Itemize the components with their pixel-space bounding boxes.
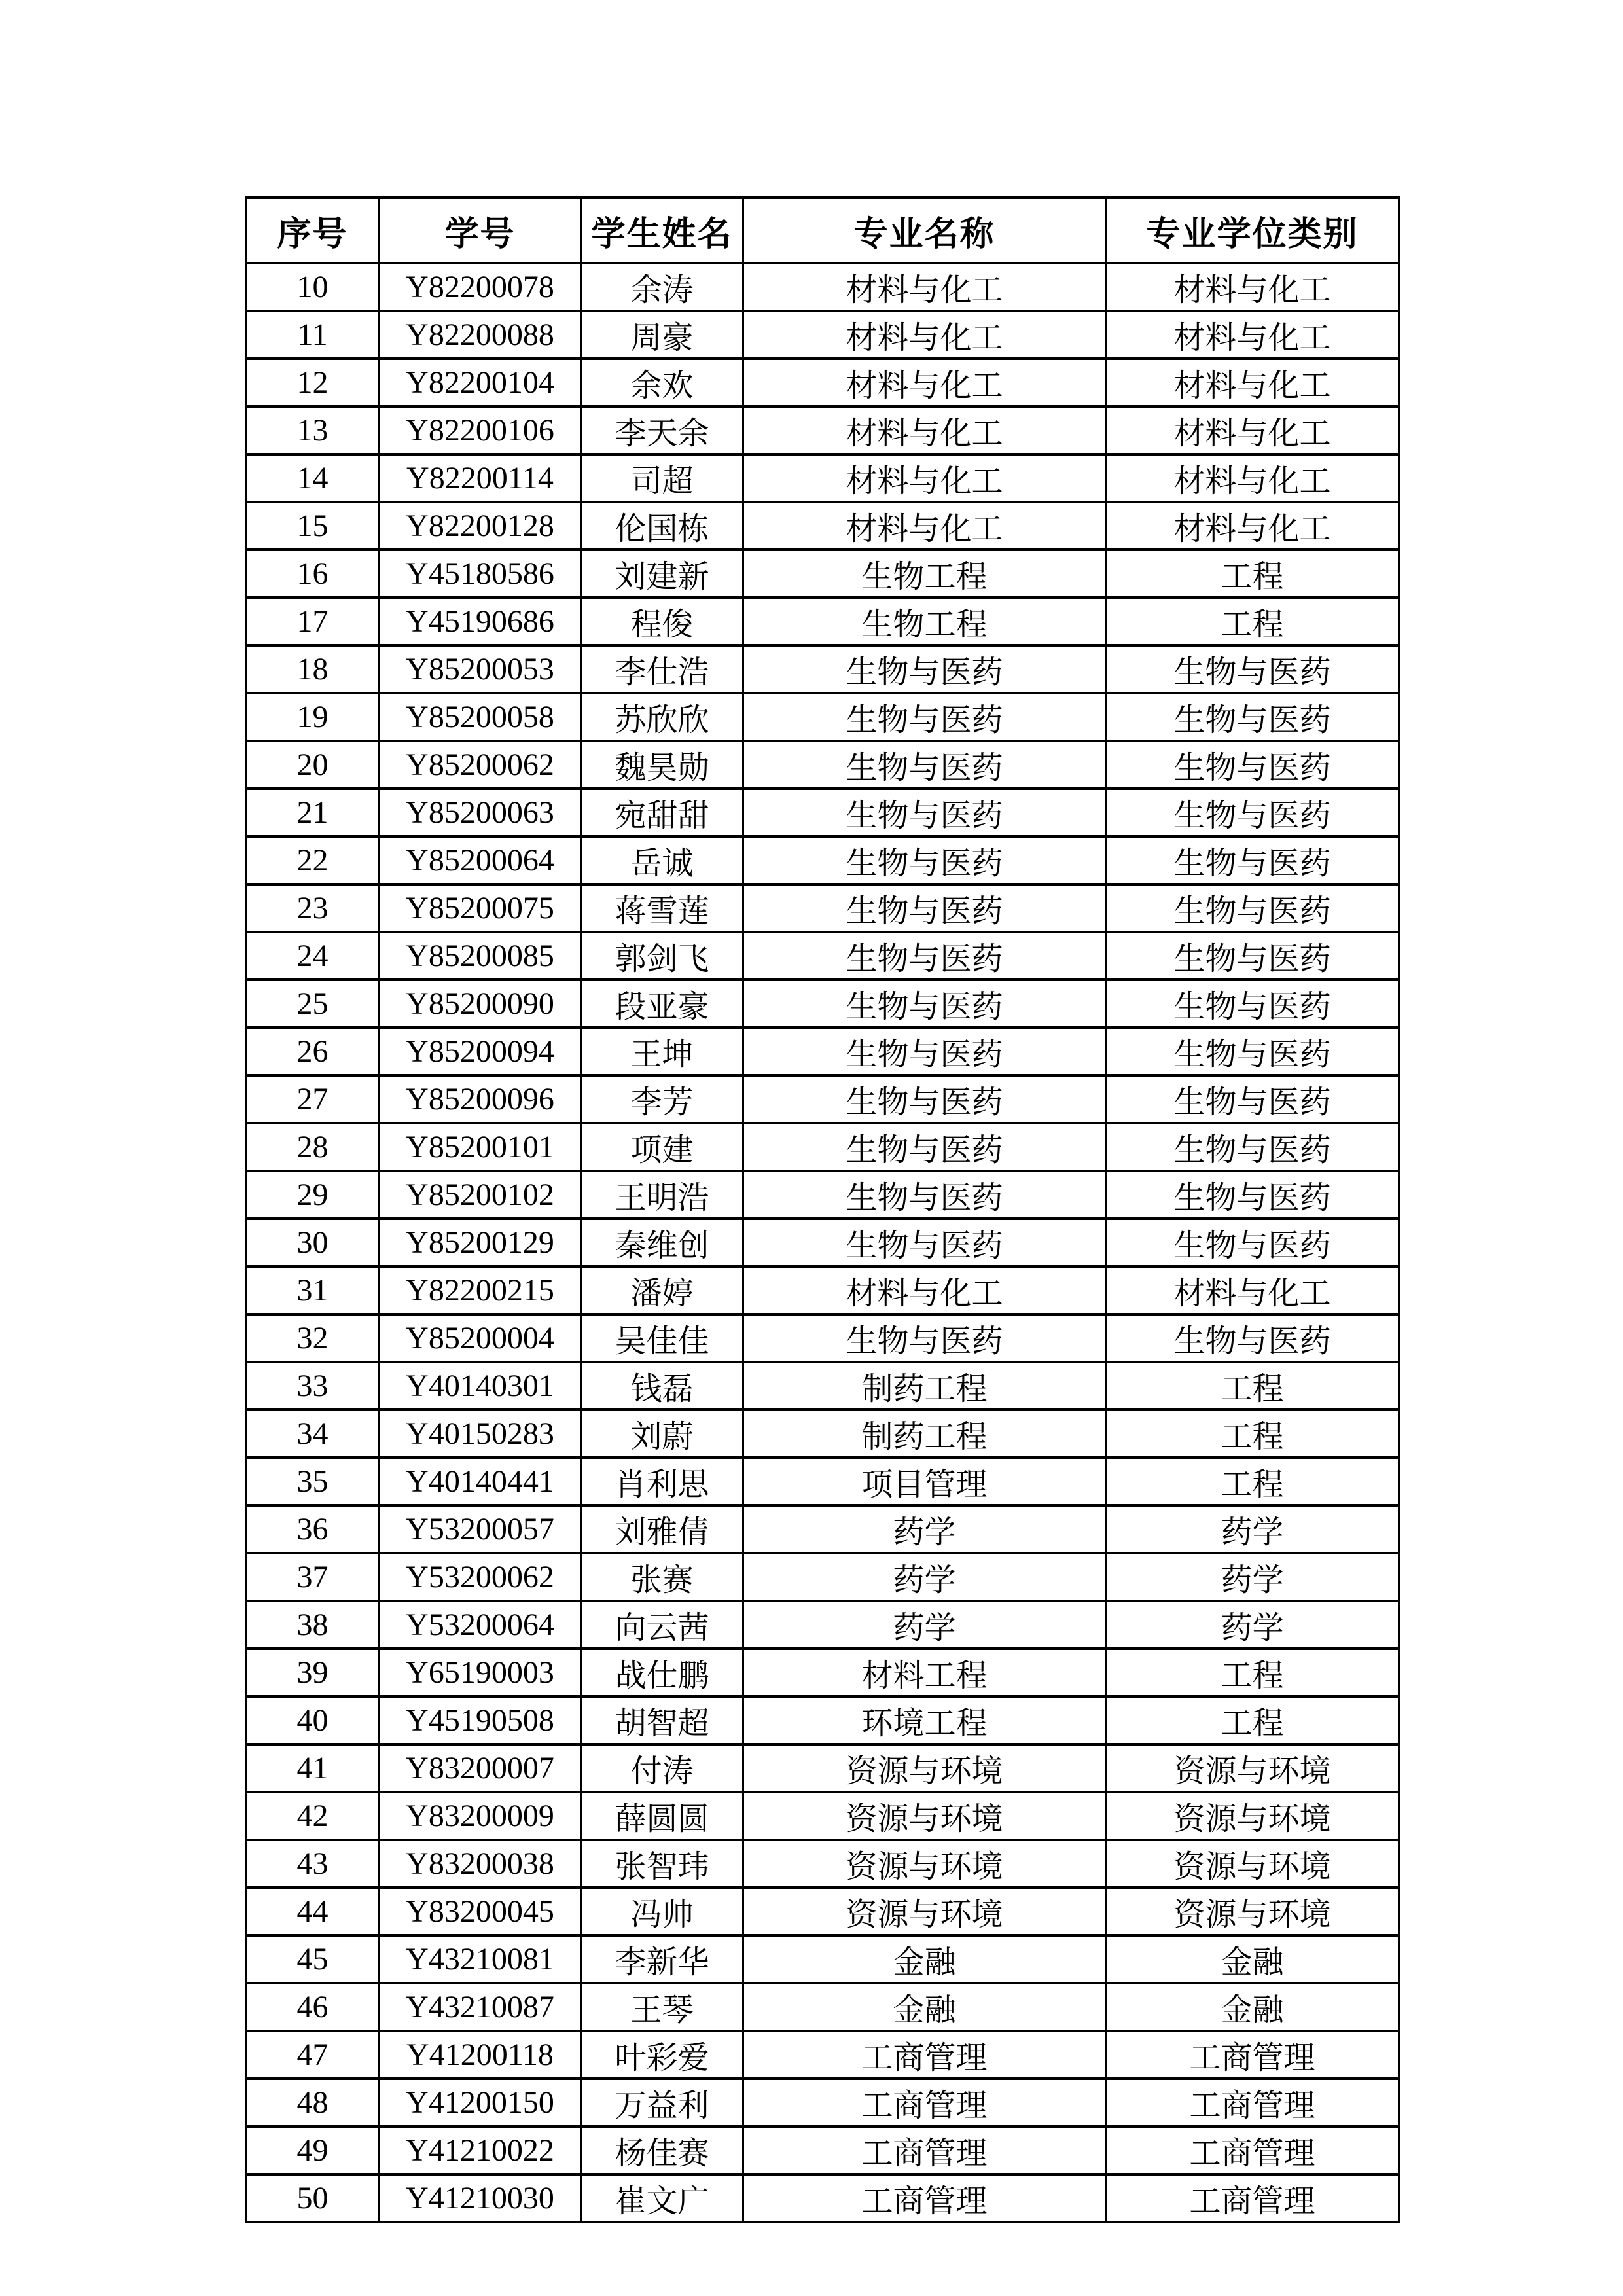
- cell-student-id: Y83200007: [380, 1744, 581, 1792]
- cell-degree-category: 工程: [1106, 1362, 1399, 1410]
- cell-index: 32: [246, 1314, 380, 1362]
- cell-major-name: 生物与医药: [743, 1219, 1106, 1266]
- cell-degree-category: 金融: [1106, 1935, 1399, 1983]
- cell-degree-category: 资源与环境: [1106, 1744, 1399, 1792]
- cell-index: 46: [246, 1983, 380, 2031]
- cell-student-id: Y82200215: [380, 1266, 581, 1314]
- cell-degree-category: 工商管理: [1106, 2031, 1399, 2079]
- cell-major-name: 制药工程: [743, 1410, 1106, 1458]
- cell-major-name: 生物工程: [743, 598, 1106, 645]
- table-row: [246, 1314, 1399, 1362]
- cell-student-id: Y41210022: [380, 2126, 581, 2174]
- cell-major-name: 材料与化工: [743, 502, 1106, 550]
- cell-index: 39: [246, 1649, 380, 1696]
- cell-student-id: Y53200064: [380, 1601, 581, 1649]
- cell-student-id: Y85200094: [380, 1028, 581, 1075]
- cell-student-id: Y53200062: [380, 1553, 581, 1601]
- cell-student-id: Y85200090: [380, 980, 581, 1028]
- cell-student-id: Y41200150: [380, 2079, 581, 2126]
- cell-index: 29: [246, 1171, 380, 1219]
- cell-index: 26: [246, 1028, 380, 1075]
- cell-degree-category: 工程: [1106, 598, 1399, 645]
- cell-major-name: 生物与医药: [743, 693, 1106, 741]
- cell-degree-category: 材料与化工: [1106, 263, 1399, 311]
- student-table-body: [246, 263, 1399, 2222]
- table-row: [246, 1601, 1399, 1649]
- table-row: [246, 693, 1399, 741]
- table-row: [246, 1744, 1399, 1792]
- cell-index: 49: [246, 2126, 380, 2174]
- cell-student-id: Y45190508: [380, 1696, 581, 1744]
- cell-index: 22: [246, 836, 380, 884]
- cell-degree-category: 工商管理: [1106, 2079, 1399, 2126]
- table-row: [246, 1553, 1399, 1601]
- cell-index: 34: [246, 1410, 380, 1458]
- cell-degree-category: 生物与医药: [1106, 693, 1399, 741]
- cell-major-name: 生物与医药: [743, 884, 1106, 932]
- cell-degree-category: 材料与化工: [1106, 406, 1399, 454]
- table-row: [246, 645, 1399, 693]
- column-header-student-id: 学号: [380, 198, 581, 263]
- cell-student-name: 蒋雪莲: [581, 884, 743, 932]
- cell-student-id: Y83200009: [380, 1792, 581, 1840]
- cell-index: 42: [246, 1792, 380, 1840]
- cell-degree-category: 生物与医药: [1106, 1123, 1399, 1171]
- cell-index: 18: [246, 645, 380, 693]
- cell-index: 33: [246, 1362, 380, 1410]
- table-row: [246, 2079, 1399, 2126]
- cell-student-name: 余涛: [581, 263, 743, 311]
- cell-major-name: 资源与环境: [743, 1792, 1106, 1840]
- cell-student-id: Y85200129: [380, 1219, 581, 1266]
- table-row: [246, 550, 1399, 598]
- cell-degree-category: 生物与医药: [1106, 1028, 1399, 1075]
- cell-major-name: 药学: [743, 1553, 1106, 1601]
- cell-major-name: 材料工程: [743, 1649, 1106, 1696]
- table-row: [246, 1840, 1399, 1888]
- cell-degree-category: 材料与化工: [1106, 311, 1399, 359]
- cell-student-id: Y85200064: [380, 836, 581, 884]
- cell-degree-category: 生物与医药: [1106, 741, 1399, 789]
- cell-index: 38: [246, 1601, 380, 1649]
- cell-student-id: Y82200104: [380, 359, 581, 406]
- table-row: [246, 1888, 1399, 1935]
- table-row: [246, 598, 1399, 645]
- table-row: [246, 1410, 1399, 1458]
- table-row: [246, 2031, 1399, 2079]
- cell-degree-category: 生物与医药: [1106, 1219, 1399, 1266]
- cell-major-name: 金融: [743, 1935, 1106, 1983]
- column-header-degree-category: 专业学位类别: [1106, 198, 1399, 263]
- cell-major-name: 制药工程: [743, 1362, 1106, 1410]
- cell-student-name: 程俊: [581, 598, 743, 645]
- cell-student-name: 李仕浩: [581, 645, 743, 693]
- cell-degree-category: 工商管理: [1106, 2174, 1399, 2222]
- cell-student-name: 冯帅: [581, 1888, 743, 1935]
- cell-index: 20: [246, 741, 380, 789]
- cell-degree-category: 药学: [1106, 1553, 1399, 1601]
- cell-student-id: Y85200096: [380, 1075, 581, 1123]
- cell-major-name: 生物工程: [743, 550, 1106, 598]
- table-row: [246, 406, 1399, 454]
- cell-major-name: 材料与化工: [743, 263, 1106, 311]
- cell-student-name: 潘婷: [581, 1266, 743, 1314]
- cell-degree-category: 药学: [1106, 1601, 1399, 1649]
- table-row: [246, 1935, 1399, 1983]
- cell-student-id: Y40150283: [380, 1410, 581, 1458]
- table-row: [246, 932, 1399, 980]
- cell-student-name: 肖利思: [581, 1458, 743, 1505]
- cell-index: 41: [246, 1744, 380, 1792]
- cell-index: 28: [246, 1123, 380, 1171]
- cell-student-name: 薛圆圆: [581, 1792, 743, 1840]
- table-row: [246, 741, 1399, 789]
- cell-student-name: 崔文广: [581, 2174, 743, 2222]
- cell-major-name: 生物与医药: [743, 1171, 1106, 1219]
- cell-degree-category: 生物与医药: [1106, 836, 1399, 884]
- cell-student-name: 胡智超: [581, 1696, 743, 1744]
- cell-index: 37: [246, 1553, 380, 1601]
- cell-student-name: 吴佳佳: [581, 1314, 743, 1362]
- cell-student-id: Y82200088: [380, 311, 581, 359]
- cell-student-name: 王明浩: [581, 1171, 743, 1219]
- cell-index: 47: [246, 2031, 380, 2079]
- cell-index: 12: [246, 359, 380, 406]
- cell-major-name: 生物与医药: [743, 1075, 1106, 1123]
- cell-student-name: 叶彩爱: [581, 2031, 743, 2079]
- cell-index: 43: [246, 1840, 380, 1888]
- cell-index: 50: [246, 2174, 380, 2222]
- table-row: [246, 454, 1399, 502]
- cell-degree-category: 生物与医药: [1106, 789, 1399, 836]
- cell-degree-category: 材料与化工: [1106, 1266, 1399, 1314]
- cell-degree-category: 材料与化工: [1106, 454, 1399, 502]
- cell-degree-category: 药学: [1106, 1505, 1399, 1553]
- table-row: [246, 1649, 1399, 1696]
- cell-student-name: 伦国栋: [581, 502, 743, 550]
- cell-student-name: 钱磊: [581, 1362, 743, 1410]
- header-row: [246, 198, 1399, 263]
- table-row: [246, 1362, 1399, 1410]
- cell-student-name: 向云茜: [581, 1601, 743, 1649]
- cell-major-name: 环境工程: [743, 1696, 1106, 1744]
- cell-student-id: Y85200053: [380, 645, 581, 693]
- cell-student-name: 万益利: [581, 2079, 743, 2126]
- cell-degree-category: 材料与化工: [1106, 359, 1399, 406]
- cell-major-name: 项目管理: [743, 1458, 1106, 1505]
- cell-major-name: 生物与医药: [743, 789, 1106, 836]
- cell-major-name: 材料与化工: [743, 406, 1106, 454]
- cell-student-name: 苏欣欣: [581, 693, 743, 741]
- cell-index: 44: [246, 1888, 380, 1935]
- table-row: [246, 1696, 1399, 1744]
- cell-major-name: 生物与医药: [743, 741, 1106, 789]
- table-row: [246, 311, 1399, 359]
- cell-major-name: 资源与环境: [743, 1744, 1106, 1792]
- cell-student-id: Y85200062: [380, 741, 581, 789]
- cell-student-id: Y85200063: [380, 789, 581, 836]
- cell-student-id: Y45180586: [380, 550, 581, 598]
- cell-student-name: 宛甜甜: [581, 789, 743, 836]
- cell-degree-category: 生物与医药: [1106, 1314, 1399, 1362]
- cell-student-id: Y83200045: [380, 1888, 581, 1935]
- cell-major-name: 生物与医药: [743, 932, 1106, 980]
- table-row: [246, 2126, 1399, 2174]
- cell-index: 16: [246, 550, 380, 598]
- cell-major-name: 工商管理: [743, 2079, 1106, 2126]
- cell-student-name: 张赛: [581, 1553, 743, 1601]
- cell-student-name: 杨佳赛: [581, 2126, 743, 2174]
- table-row: [246, 789, 1399, 836]
- cell-degree-category: 工程: [1106, 1458, 1399, 1505]
- cell-index: 15: [246, 502, 380, 550]
- cell-index: 17: [246, 598, 380, 645]
- cell-student-name: 段亚豪: [581, 980, 743, 1028]
- cell-major-name: 工商管理: [743, 2174, 1106, 2222]
- cell-student-name: 刘建新: [581, 550, 743, 598]
- cell-index: 48: [246, 2079, 380, 2126]
- cell-student-name: 李芳: [581, 1075, 743, 1123]
- cell-student-id: Y53200057: [380, 1505, 581, 1553]
- cell-degree-category: 生物与医药: [1106, 932, 1399, 980]
- table-row: [246, 1983, 1399, 2031]
- cell-degree-category: 生物与医药: [1106, 645, 1399, 693]
- cell-major-name: 资源与环境: [743, 1840, 1106, 1888]
- cell-index: 19: [246, 693, 380, 741]
- cell-student-name: 张智玮: [581, 1840, 743, 1888]
- cell-index: 21: [246, 789, 380, 836]
- cell-student-name: 周豪: [581, 311, 743, 359]
- cell-major-name: 药学: [743, 1505, 1106, 1553]
- table-row: [246, 359, 1399, 406]
- table-row: [246, 1792, 1399, 1840]
- cell-student-id: Y85200085: [380, 932, 581, 980]
- cell-major-name: 金融: [743, 1983, 1106, 2031]
- column-header-index: 序号: [246, 198, 380, 263]
- table-row: [246, 1505, 1399, 1553]
- cell-major-name: 生物与医药: [743, 1123, 1106, 1171]
- cell-student-name: 司超: [581, 454, 743, 502]
- table-row: [246, 836, 1399, 884]
- cell-student-id: Y85200058: [380, 693, 581, 741]
- cell-degree-category: 工程: [1106, 1410, 1399, 1458]
- cell-student-id: Y40140441: [380, 1458, 581, 1505]
- cell-major-name: 工商管理: [743, 2031, 1106, 2079]
- cell-student-id: Y43210081: [380, 1935, 581, 1983]
- cell-student-id: Y41200118: [380, 2031, 581, 2079]
- cell-student-name: 王琴: [581, 1983, 743, 2031]
- cell-degree-category: 资源与环境: [1106, 1840, 1399, 1888]
- cell-degree-category: 工程: [1106, 1696, 1399, 1744]
- table-row: [246, 263, 1399, 311]
- cell-degree-category: 工商管理: [1106, 2126, 1399, 2174]
- cell-degree-category: 生物与医药: [1106, 980, 1399, 1028]
- student-table-header: [246, 198, 1399, 263]
- cell-major-name: 材料与化工: [743, 1266, 1106, 1314]
- cell-index: 13: [246, 406, 380, 454]
- cell-student-id: Y41210030: [380, 2174, 581, 2222]
- cell-degree-category: 生物与医药: [1106, 1075, 1399, 1123]
- cell-student-id: Y82200078: [380, 263, 581, 311]
- cell-student-id: Y85200102: [380, 1171, 581, 1219]
- cell-index: 36: [246, 1505, 380, 1553]
- cell-major-name: 材料与化工: [743, 454, 1106, 502]
- cell-student-id: Y85200004: [380, 1314, 581, 1362]
- column-header-student-name: 学生姓名: [581, 198, 743, 263]
- cell-degree-category: 资源与环境: [1106, 1888, 1399, 1935]
- cell-index: 14: [246, 454, 380, 502]
- cell-student-name: 付涛: [581, 1744, 743, 1792]
- cell-major-name: 资源与环境: [743, 1888, 1106, 1935]
- cell-degree-category: 工程: [1106, 1649, 1399, 1696]
- cell-student-name: 秦维创: [581, 1219, 743, 1266]
- cell-index: 40: [246, 1696, 380, 1744]
- cell-student-id: Y82200128: [380, 502, 581, 550]
- cell-student-id: Y83200038: [380, 1840, 581, 1888]
- table-row: [246, 1075, 1399, 1123]
- table-row: [246, 1123, 1399, 1171]
- cell-student-name: 李天余: [581, 406, 743, 454]
- cell-student-id: Y65190003: [380, 1649, 581, 1696]
- cell-student-id: Y85200075: [380, 884, 581, 932]
- cell-index: 24: [246, 932, 380, 980]
- cell-index: 10: [246, 263, 380, 311]
- cell-student-name: 刘雅倩: [581, 1505, 743, 1553]
- cell-student-name: 王坤: [581, 1028, 743, 1075]
- cell-major-name: 生物与医药: [743, 836, 1106, 884]
- cell-index: 45: [246, 1935, 380, 1983]
- cell-index: 31: [246, 1266, 380, 1314]
- table-row: [246, 1458, 1399, 1505]
- cell-major-name: 材料与化工: [743, 311, 1106, 359]
- table-row: [246, 1266, 1399, 1314]
- cell-student-name: 战仕鹏: [581, 1649, 743, 1696]
- cell-index: 27: [246, 1075, 380, 1123]
- cell-index: 35: [246, 1458, 380, 1505]
- cell-student-name: 余欢: [581, 359, 743, 406]
- table-row: [246, 1219, 1399, 1266]
- cell-student-name: 魏昊勋: [581, 741, 743, 789]
- cell-student-id: Y43210087: [380, 1983, 581, 2031]
- cell-student-id: Y45190686: [380, 598, 581, 645]
- table-row: [246, 502, 1399, 550]
- table-row: [246, 2174, 1399, 2222]
- cell-major-name: 生物与医药: [743, 980, 1106, 1028]
- cell-degree-category: 生物与医药: [1106, 1171, 1399, 1219]
- cell-student-name: 项建: [581, 1123, 743, 1171]
- cell-student-id: Y40140301: [380, 1362, 581, 1410]
- cell-index: 30: [246, 1219, 380, 1266]
- student-table: [245, 196, 1400, 2223]
- table-row: [246, 884, 1399, 932]
- cell-major-name: 工商管理: [743, 2126, 1106, 2174]
- cell-student-name: 李新华: [581, 1935, 743, 1983]
- cell-student-id: Y82200114: [380, 454, 581, 502]
- cell-major-name: 生物与医药: [743, 1314, 1106, 1362]
- cell-index: 23: [246, 884, 380, 932]
- cell-student-name: 刘蔚: [581, 1410, 743, 1458]
- cell-student-name: 郭剑飞: [581, 932, 743, 980]
- cell-degree-category: 生物与医药: [1106, 884, 1399, 932]
- cell-degree-category: 材料与化工: [1106, 502, 1399, 550]
- cell-major-name: 生物与医药: [743, 1028, 1106, 1075]
- cell-index: 11: [246, 311, 380, 359]
- cell-degree-category: 资源与环境: [1106, 1792, 1399, 1840]
- cell-major-name: 生物与医药: [743, 645, 1106, 693]
- cell-major-name: 材料与化工: [743, 359, 1106, 406]
- cell-major-name: 药学: [743, 1601, 1106, 1649]
- table-row: [246, 980, 1399, 1028]
- cell-index: 25: [246, 980, 380, 1028]
- table-row: [246, 1028, 1399, 1075]
- cell-student-id: Y82200106: [380, 406, 581, 454]
- cell-degree-category: 金融: [1106, 1983, 1399, 2031]
- table-row: [246, 1171, 1399, 1219]
- cell-student-name: 岳诚: [581, 836, 743, 884]
- cell-degree-category: 工程: [1106, 550, 1399, 598]
- cell-student-id: Y85200101: [380, 1123, 581, 1171]
- column-header-major-name: 专业名称: [743, 198, 1106, 263]
